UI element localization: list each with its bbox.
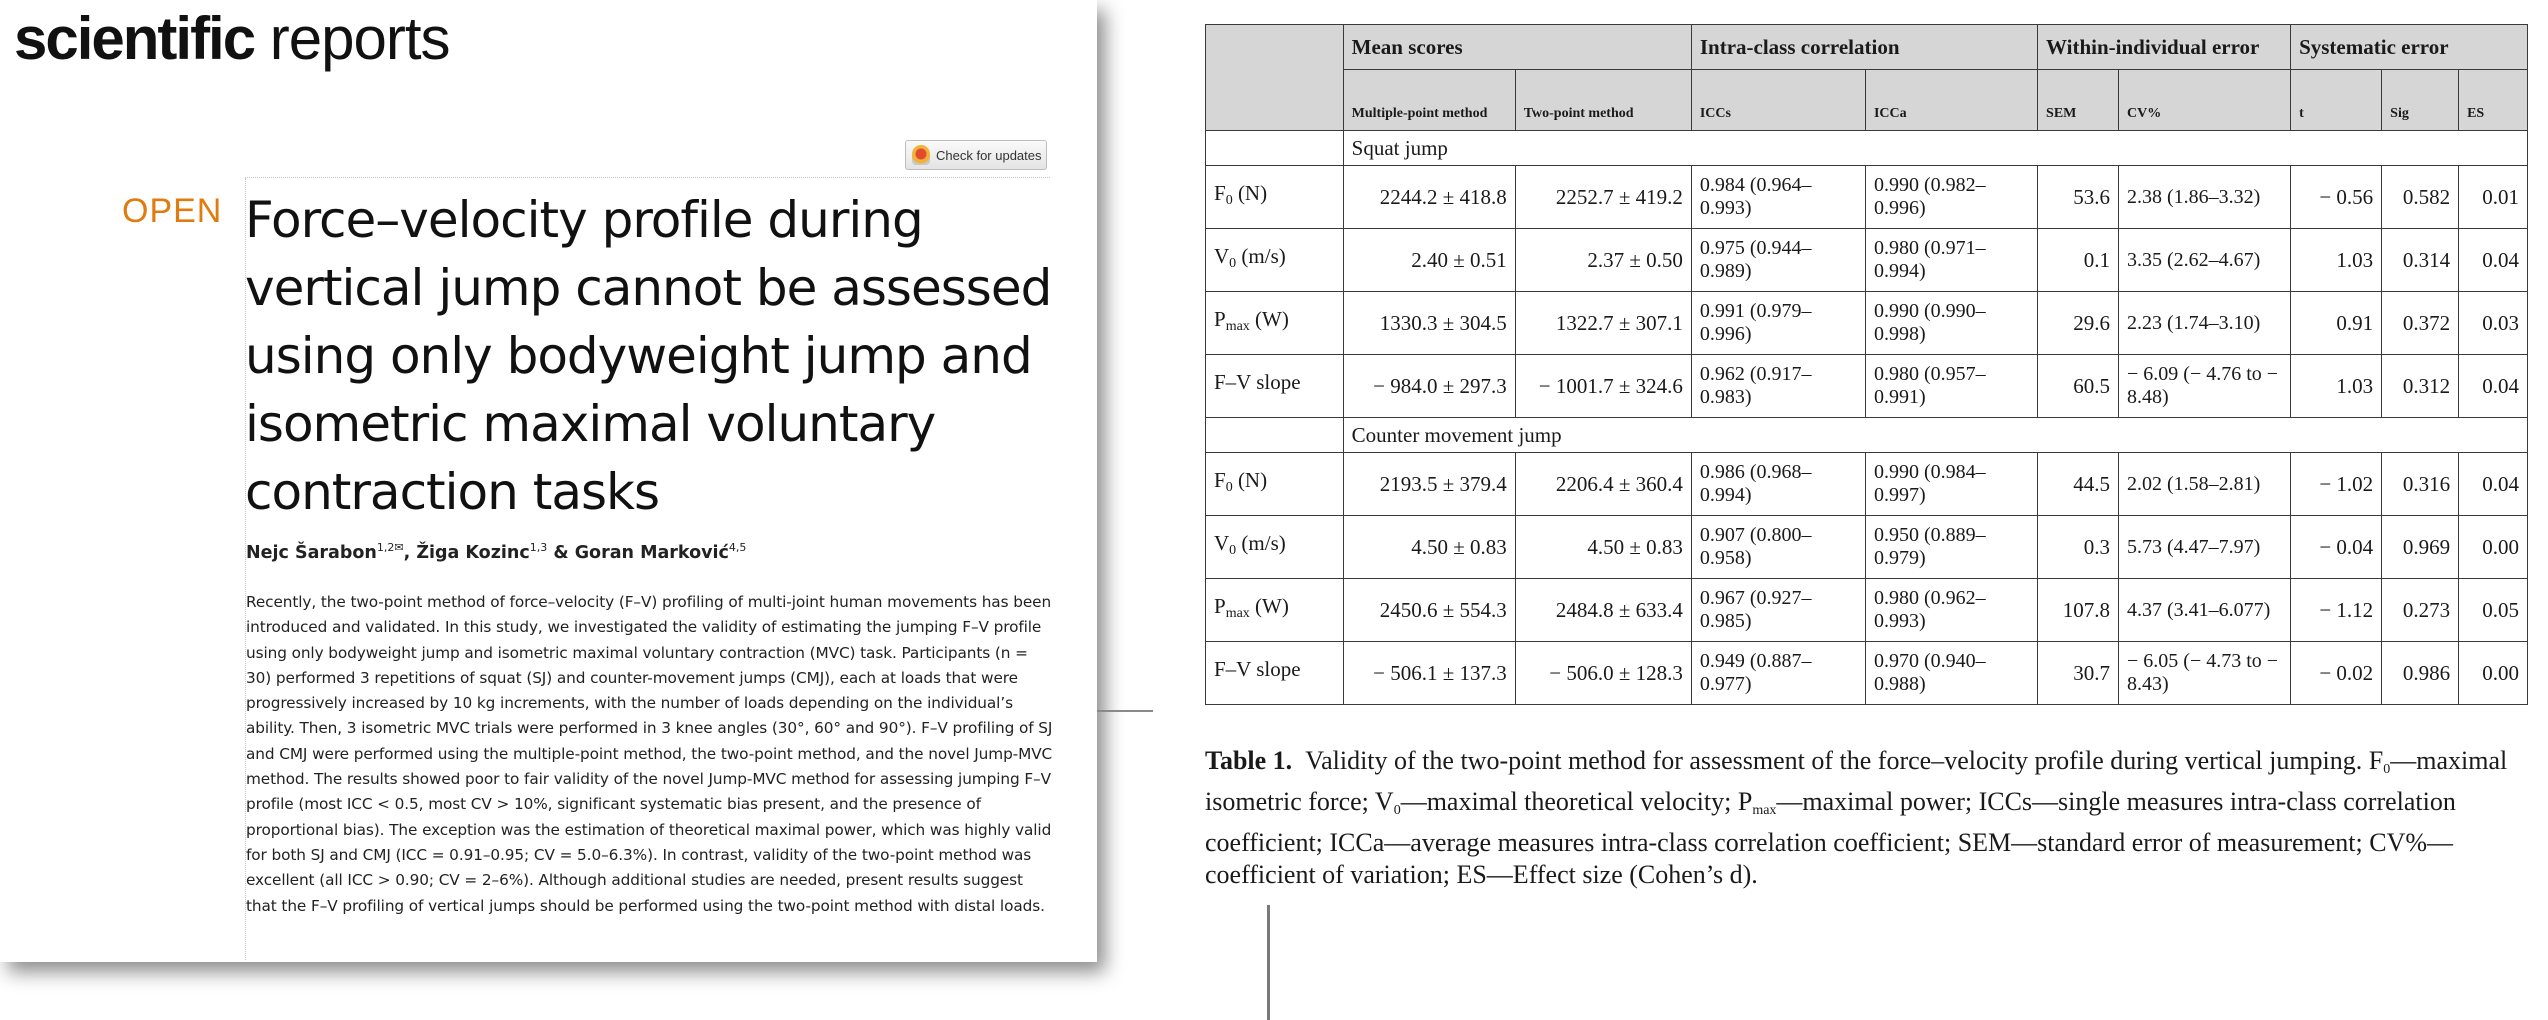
table-cell: 30.7 [2038,642,2119,705]
table-cell: − 1.12 [2291,579,2382,642]
table-cell: 0.01 [2459,166,2528,229]
row-label-subscript: max [1225,606,1250,621]
caption-text: —maximal theoretical velocity; P [1400,787,1753,816]
table-cell: 0.984 (0.964–0.993) [1691,166,1865,229]
table-cell: 1.03 [2291,229,2382,292]
row-label-subscript: 0 [1225,193,1233,208]
table-cell: 0.969 [2382,516,2459,579]
table-cell: 107.8 [2038,579,2119,642]
table-cell: 2206.4 ± 360.4 [1515,453,1691,516]
author-affiliation: 1,2✉ [376,541,404,554]
row-label-unit: (N) [1232,468,1268,492]
table-cell: 0.986 [2382,642,2459,705]
column-header: ICCa [1865,70,2037,131]
crossmark-icon [912,145,930,165]
paper-title: Force–velocity profile during vertical jump cannot be assessed using only bodyweight jump and isometric maximal voluntary contraction tasks [245,191,1052,521]
results-table [1205,24,2528,705]
open-access-label: OPEN [122,192,223,230]
row-label-main: P [1214,594,1226,618]
article-first-page [0,0,1097,962]
table-cell: 0.3 [2038,516,2119,579]
table-cell: − 0.02 [2291,642,2382,705]
table-cell: 44.5 [2038,453,2119,516]
table-cell: 0.312 [2382,355,2459,418]
row-label [1206,453,1344,516]
row-label-main: F [1214,181,1226,205]
brand-bold: scientific [14,5,255,72]
table-cell: − 506.1 ± 137.3 [1343,642,1515,705]
column-header: ES [2459,70,2528,131]
table-cell: 0.582 [2382,166,2459,229]
table-cell: − 6.05 (− 4.73 to − 8.43) [2119,642,2291,705]
table-cell: 53.6 [2038,166,2119,229]
row-label-unit: (W) [1249,594,1289,618]
table-row [1206,453,2528,516]
row-label-unit: (N) [1232,181,1268,205]
table-cell: 29.6 [2038,292,2119,355]
check-for-updates-button[interactable] [905,140,1047,170]
caption-text: —maximal power; ICCs—single measures intra-class correlation coefficient; ICCa—average measures intra-class correlation coefficient; SEM—standard error of measurement; CV%—coefficient of variation; ES—Effect size (Cohen’s d). [1205,787,2456,889]
table-cell: 2484.8 ± 633.4 [1515,579,1691,642]
table-cell: 0.950 (0.889–0.979) [1865,516,2037,579]
table-cell: − 984.0 ± 297.3 [1343,355,1515,418]
table-cell: 0.967 (0.927–0.985) [1691,579,1865,642]
table-cell: 0.316 [2382,453,2459,516]
table-cell: 0.273 [2382,579,2459,642]
brand-light: reports [269,5,450,72]
row-label [1206,516,1344,579]
column-header: Multiple-point method [1343,70,1515,131]
table-cell: − 506.0 ± 128.3 [1515,642,1691,705]
column-header: ICCs [1691,70,1865,131]
table-row [1206,355,2528,418]
author-name[interactable]: Goran Marković [574,542,729,563]
table-cell: 1322.7 ± 307.1 [1515,292,1691,355]
journal-brand-logo [14,4,450,73]
table-cell: 0.980 (0.957–0.991) [1865,355,2037,418]
table-caption [1205,745,2535,891]
section-title: Counter movement jump [1343,418,2527,453]
column-header: Sig [2382,70,2459,131]
row-label-unit: (W) [1249,307,1289,331]
table-row [1206,166,2528,229]
group-header: Intra-class correlation [1691,25,2037,70]
table-cell: 3.35 (2.62–4.67) [2119,229,2291,292]
table-cell: 0.314 [2382,229,2459,292]
table-cell: − 0.04 [2291,516,2382,579]
row-label [1206,579,1344,642]
table-cell: − 1001.7 ± 324.6 [1515,355,1691,418]
author-list [246,541,746,563]
table-row [1206,292,2528,355]
caption-label: Table 1. [1205,746,1293,775]
table-cell: 0.970 (0.940–0.988) [1865,642,2037,705]
table-cell: − 6.09 (− 4.76 to − 8.48) [2119,355,2291,418]
table-cell: 0.907 (0.800–0.958) [1691,516,1865,579]
table-cell: 4.50 ± 0.83 [1515,516,1691,579]
row-label [1206,642,1344,705]
table-cell: 0.990 (0.984–0.997) [1865,453,2037,516]
table-cell: 0.00 [2459,642,2528,705]
row-label-unit: (m/s) [1236,531,1286,555]
table-cell: 0.04 [2459,453,2528,516]
abstract: Recently, the two-point method of force–velocity (F–V) profiling of multi-joint human movements has been introduced and validated. In this study, we investigated the validity of estimating the jumping F–V profile using only bodyweight jump and isometric maximal voluntary contraction (MVC) task. Participants (n = 30) performed 3 repetitions of squat (SJ) and counter-movement jumps (CMJ), each at loads that were progressively increased by 10 kg increments, with the number of loads depending on the individual’s ability. Then, 3 isometric MVC trials were performed in 3 knee angles (30°, 60° and 90°). F–V profiling of SJ and CMJ were performed using the multiple-point method, the two-point method, and the novel Jump-MVC method. The results showed poor to fair validity of the novel Jump-MVC method for assessing jumping F–V profile (most ICC < 0.5, most CV > 10%, significant systematic bias present, and the presence of proportional bias). The exception was the estimation of theoretical maximal power, which was highly valid for both SJ and CMJ (ICC = 0.91–0.95; CV = 5.0–6.3%). In contrast, validity of the two-point method was excellent (all ICC > 0.90; CV = 2–6%). Although additional studies are needed, present results suggest that the F–V profiling of vertical jumps should be performed using the two-point method with distal loads. [246,593,1053,915]
table-cell: 4.50 ± 0.83 [1343,516,1515,579]
table-cell: 0.990 (0.990–0.998) [1865,292,2037,355]
table-cell: 0.962 (0.917–0.983) [1691,355,1865,418]
table-cell: 2252.7 ± 419.2 [1515,166,1691,229]
table-cell: 2.37 ± 0.50 [1515,229,1691,292]
row-label-subscript: 0 [1229,256,1237,271]
caption-subscript: max [1752,803,1777,818]
connector-line [1097,710,1153,712]
group-header: Systematic error [2291,25,2528,70]
table-cell: 0.980 (0.962–0.993) [1865,579,2037,642]
row-label-main: F [1214,468,1226,492]
table-cell: 60.5 [2038,355,2119,418]
table-cell: 0.986 (0.968–0.994) [1691,453,1865,516]
author-name[interactable]: Nejc Šarabon [246,542,377,563]
table-cell: 0.975 (0.944–0.989) [1691,229,1865,292]
check-updates-label: Check for updates [936,147,1042,163]
table-cell: 2.02 (1.58–2.81) [2119,453,2291,516]
table-cell: 4.37 (3.41–6.077) [2119,579,2291,642]
row-label-unit: (m/s) [1236,244,1286,268]
table-cell: 0.980 (0.971–0.994) [1865,229,2037,292]
section-title: Squat jump [1343,131,2527,166]
author-name[interactable]: Žiga Kozinc [416,542,530,563]
table-cell: 2.40 ± 0.51 [1343,229,1515,292]
row-label-main: P [1214,307,1226,331]
table-cell: 2450.6 ± 554.3 [1343,579,1515,642]
table-row [1206,516,2528,579]
table-cell: 0.04 [2459,229,2528,292]
table-cell: 2193.5 ± 379.4 [1343,453,1515,516]
group-header: Within-individual error [2038,25,2291,70]
column-header: CV% [2119,70,2291,131]
caption-subscript: 0 [2383,762,2391,777]
table-cell: 0.00 [2459,516,2528,579]
table-cell: 0.03 [2459,292,2528,355]
row-label [1206,166,1344,229]
connector-line [1267,905,1270,1020]
row-label [1206,292,1344,355]
column-header: SEM [2038,70,2119,131]
table-cell: − 1.02 [2291,453,2382,516]
caption-subscript: 0 [1393,803,1401,818]
table-body [1206,131,2528,705]
table-row [1206,642,2528,705]
column-header: t [2291,70,2382,131]
header-empty-cell [1206,25,1344,131]
table-row [1206,229,2528,292]
table-cell: 0.1 [2038,229,2119,292]
divider-horizontal [245,177,1050,179]
author-affiliation: 1,3 [529,541,548,554]
row-label [1206,355,1344,418]
table-cell: 2244.2 ± 418.8 [1343,166,1515,229]
table-cell: 1.03 [2291,355,2382,418]
section-empty-cell [1206,131,1344,166]
table-cell: 0.91 [2291,292,2382,355]
caption-text: Validity of the two-point method for assessment of the force–velocity profile during vertical jumping. F [1305,746,2384,775]
table-cell: 0.04 [2459,355,2528,418]
table-cell: 0.372 [2382,292,2459,355]
table-cell: 0.949 (0.887–0.977) [1691,642,1865,705]
row-label-main: F–V slope [1214,657,1301,681]
table-cell: 0.991 (0.979–0.996) [1691,292,1865,355]
column-header: Two-point method [1515,70,1691,131]
author-affiliation: 4,5 [728,541,747,554]
author-separator: , [403,542,417,563]
author-separator: & [547,542,575,563]
row-label-subscript: max [1225,319,1250,334]
table-cell: 1330.3 ± 304.5 [1343,292,1515,355]
row-label-subscript: 0 [1229,543,1237,558]
row-label-main: F–V slope [1214,370,1301,394]
table-cell: − 0.56 [2291,166,2382,229]
group-header: Mean scores [1343,25,1691,70]
row-label-main: V [1214,244,1230,268]
section-row [1206,418,2528,453]
table-cell: 2.23 (1.74–3.10) [2119,292,2291,355]
table-cell: 2.38 (1.86–3.32) [2119,166,2291,229]
row-label [1206,229,1344,292]
row-label-subscript: 0 [1225,480,1233,495]
table-cell: 0.990 (0.982–0.996) [1865,166,2037,229]
table-cell: 0.05 [2459,579,2528,642]
table-cell: 5.73 (4.47–7.97) [2119,516,2291,579]
section-row [1206,131,2528,166]
section-empty-cell [1206,418,1344,453]
caption-text: —maximal isometric force; V [1205,746,2508,816]
table-row [1206,579,2528,642]
row-label-main: V [1214,531,1230,555]
